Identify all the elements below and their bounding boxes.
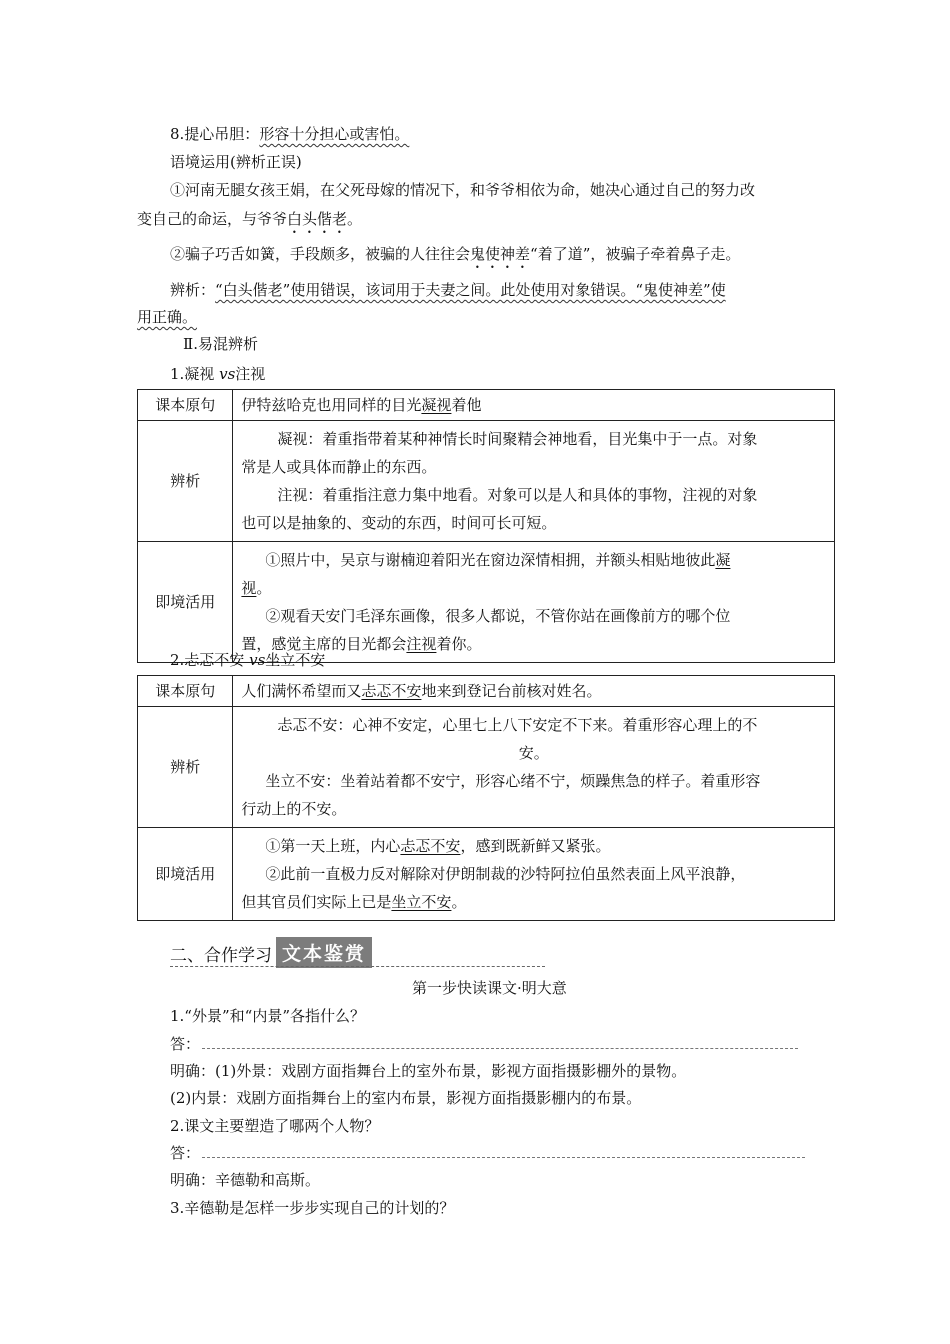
row-label: 课本原句 <box>138 676 233 707</box>
answer-1-line <box>202 1048 798 1049</box>
table-row <box>138 542 835 663</box>
clarify-1-line-1: 明确：(1)外景：戏剧方面指舞台上的室外布景，影视方面指摄影棚外的景物。 <box>170 1062 687 1080</box>
row-label: 辨析 <box>138 421 233 542</box>
row-label: 辨析 <box>138 707 233 828</box>
idiom-8-meaning: 形容十分担心或害怕。 <box>259 125 410 143</box>
sentence-2: ②骗子巧舌如簧，手段颇多，被骗的人往往会鬼使神差“着了道”，被骗子牵着鼻子走。 <box>170 245 741 263</box>
idiom-8 <box>170 124 409 144</box>
row-content: ①第一天上班，内心忐忑不安，感到既新鲜又紧张。 ②此前一直极力反对解除对伊朗制裁的沙特阿拉伯虽然表面上风平浪静， 但其官员们实际上已是坐立不安。 <box>233 828 835 921</box>
question-3: 3.辛德勒是怎样一步步实现自己的计划的？ <box>170 1199 455 1217</box>
row-content: 忐忑不安：心神不安定，心里七上八下安定不下来。着重形容心理上的不 安。 坐立不安：坐着站着都不安宁，形容心绪不宁，烦躁焦急的样子。着重形容 行动上的不安。 <box>233 707 835 828</box>
sentence-1-line-1: ①河南无腿女孩王娟，在父死母嫁的情况下，和爷爷相依为命，她决心通过自己的努力改 <box>170 181 756 199</box>
table-row <box>138 421 835 542</box>
idiom-guishishencha: 鬼使神差 <box>470 245 531 263</box>
answer-2-label: 答： <box>170 1144 201 1162</box>
pair-2-title: 2.忐忑不安 vs坐立不安 <box>170 651 326 669</box>
row-content: 凝视：着重指带着某种神情长时间聚精会神地看，目光集中于一点。对象 常是人或具体而静止的东西。 注视：着重指注意力集中地看。对象可以是人和具体的事物，注视的对象 也可以是抽象的、变动的东西，时间可长可短。 <box>233 421 835 542</box>
pair-1-table <box>137 389 835 663</box>
section-2-title: Ⅱ.易混辨析 <box>183 335 258 353</box>
clarify-2: 明确：辛德勒和高斯。 <box>170 1171 321 1189</box>
table-row <box>138 707 835 828</box>
question-1: 1.“外景”和“内景”各指什么？ <box>170 1007 365 1025</box>
sentence-1-line-2: 变自己的命运，与爷爷白头偕老。 <box>137 210 363 228</box>
clarify-1-line-2: (2)内景：戏剧方面指舞台上的室内布景，影视方面指摄影棚内的布景。 <box>170 1089 642 1107</box>
answer-1-label: 答： <box>170 1035 201 1053</box>
step-1-title: 第一步快读课文·明大意 <box>412 979 567 997</box>
analysis-line-2: 用正确。 <box>137 308 198 326</box>
table-row <box>138 390 835 421</box>
question-2: 2.课文主要塑造了哪两个人物？ <box>170 1117 380 1135</box>
pair-2-table <box>137 675 835 921</box>
analysis-line-1: 辨析：“白头偕老”使用错误，该词用于夫妻之间。此处使用对象错误。“鬼使神差”使 <box>170 281 726 299</box>
row-label: 课本原句 <box>138 390 233 421</box>
section-header-plain: 二、合作学习 <box>170 946 272 966</box>
context-label: 语境运用(辨析正误) <box>170 153 302 171</box>
row-content: 伊特兹哈克也用同样的目光凝视着他 <box>233 390 835 421</box>
idiom-8-head: 8.提心吊胆： <box>170 125 260 143</box>
table-row <box>138 676 835 707</box>
answer-2-line <box>202 1157 805 1158</box>
row-label: 即境活用 <box>138 542 233 663</box>
section-header-badge: 文本鉴赏 <box>276 937 372 968</box>
row-content: 人们满怀希望而又忐忑不安地来到登记台前核对姓名。 <box>233 676 835 707</box>
pair-1-title: 1.凝视 vs注视 <box>170 365 266 383</box>
section-header <box>170 934 372 968</box>
idiom-baitouxielao: 白头偕老 <box>287 210 348 228</box>
row-label: 即境活用 <box>138 828 233 921</box>
table-row <box>138 828 835 921</box>
section-divider <box>170 966 545 967</box>
row-content: ①照片中，吴京与谢楠迎着阳光在窗边深情相拥，并额头相贴地彼此凝 视。 ②观看天安门毛泽东画像，很多人都说，不管你站在画像前方的哪个位 置，感觉主席的目光都会注视着你。 <box>233 542 835 663</box>
